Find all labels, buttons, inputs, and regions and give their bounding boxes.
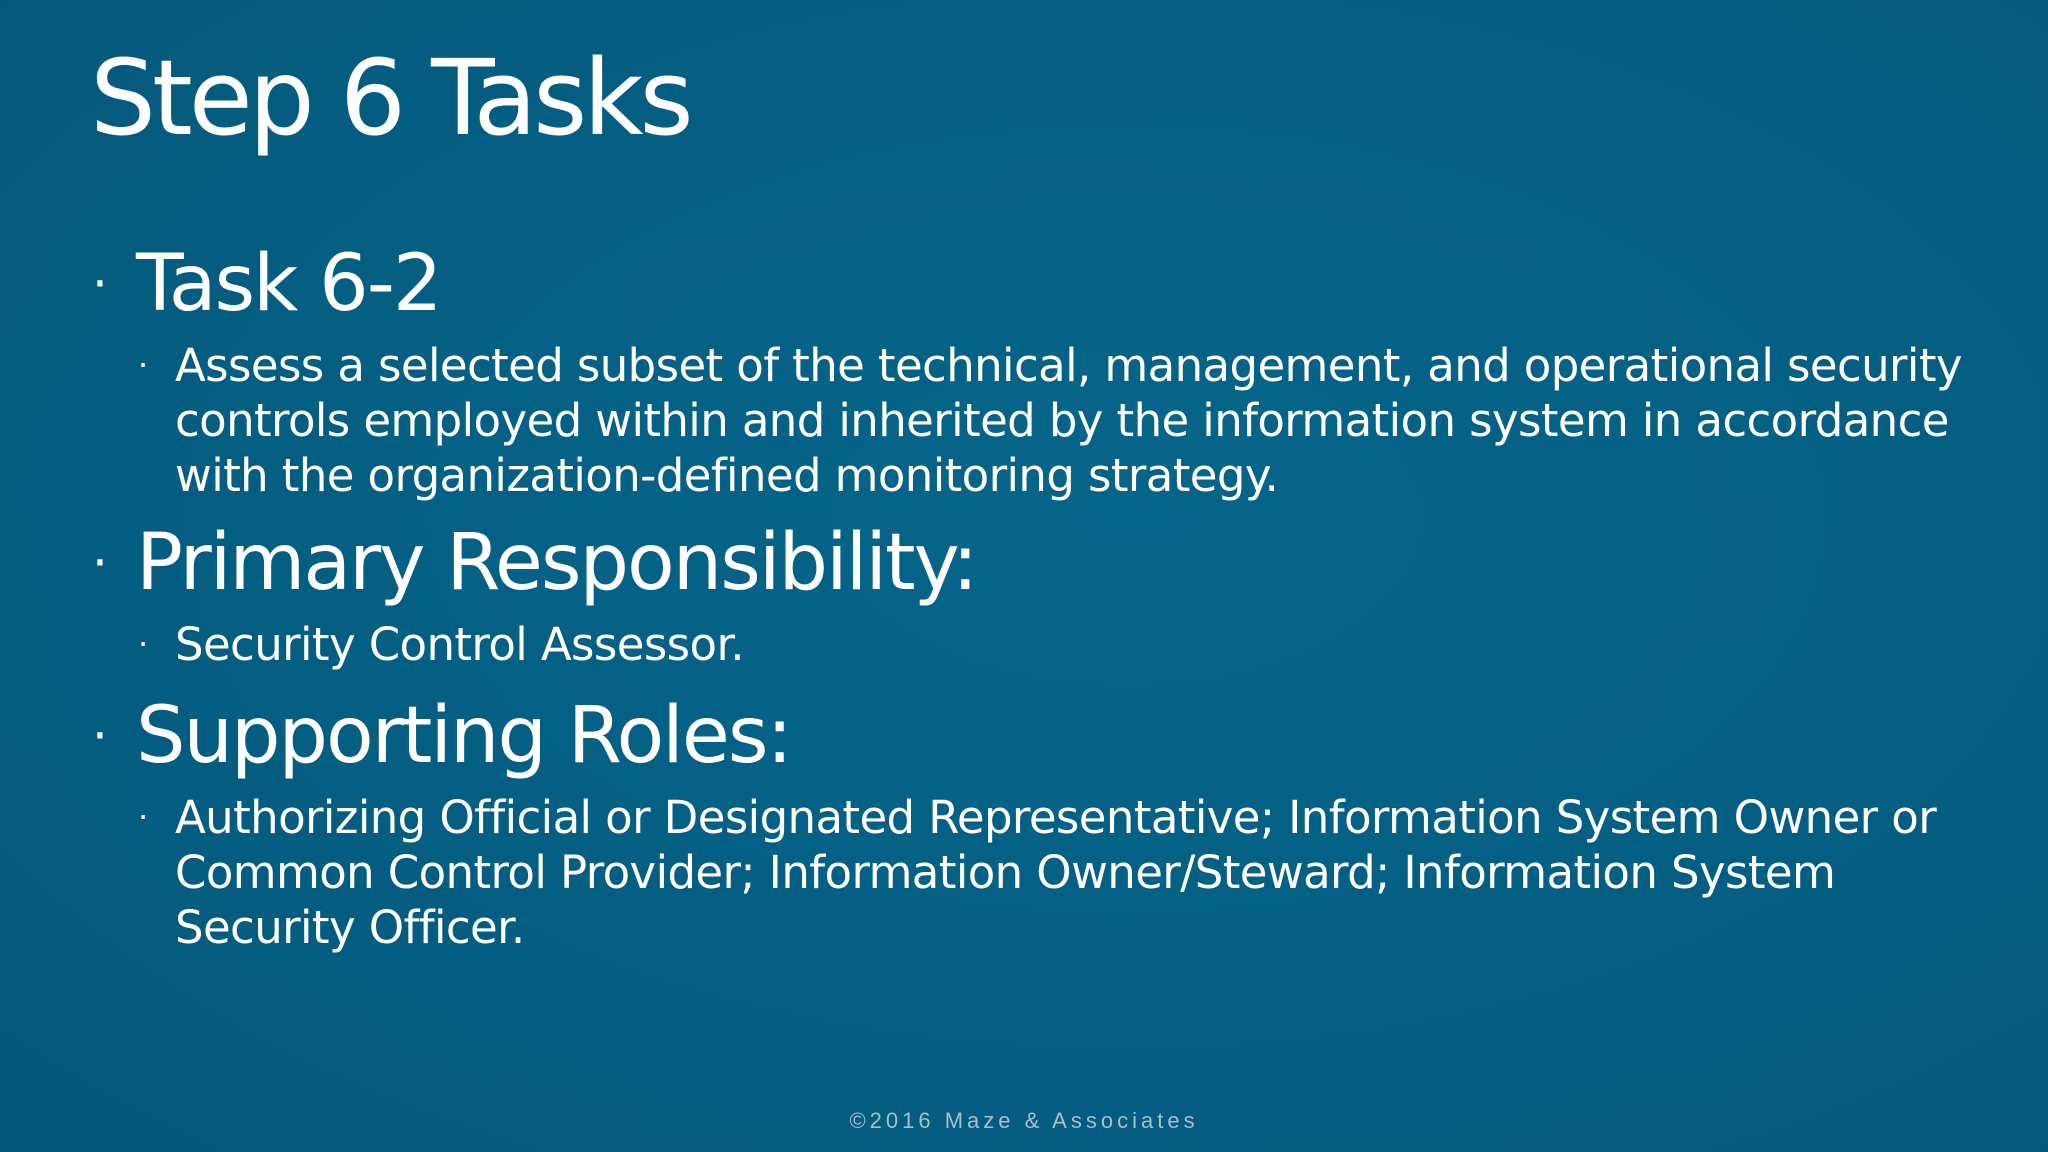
bullet-dot-icon: · (92, 534, 108, 592)
sub-bullet-dot-icon: · (138, 346, 149, 384)
bullet-task-6-2 (90, 238, 1990, 330)
bullet-dot-icon: · (92, 255, 108, 313)
sub-bullet-dot-icon: · (138, 625, 149, 663)
slide-content (90, 238, 1990, 955)
bullet-supporting-roles (90, 690, 1990, 782)
bullet-heading: Primary Responsibility: (136, 518, 977, 608)
sub-bullet-text: Authorizing Official or Designated Representative; Information System Owner or Common Control Provider; Information Owner/Steward; Information System Security Officer. (175, 791, 1937, 954)
sub-bullet-text: Security Control Assessor. (175, 618, 744, 671)
sub-bullet-text: Assess a selected subset of the technical, management, and operational security controls employed within and inherited by the information system in accordance with the organization-defined monitoring strategy. (175, 339, 1962, 502)
bullet-primary-responsibility (90, 517, 1990, 609)
sub-bullet-supporting-roles-list (90, 790, 1990, 955)
sub-bullet-dot-icon: · (138, 798, 149, 836)
slide-title: Step 6 Tasks (90, 37, 690, 159)
sub-bullet-task-description (90, 338, 1990, 503)
copyright-footer: ©2016 Maze & Associates (849, 1108, 1199, 1133)
sub-bullet-primary-role (90, 617, 1990, 672)
bullet-heading: Task 6-2 (136, 239, 441, 329)
bullet-dot-icon: · (92, 707, 108, 765)
bullet-heading: Supporting Roles: (136, 691, 791, 781)
